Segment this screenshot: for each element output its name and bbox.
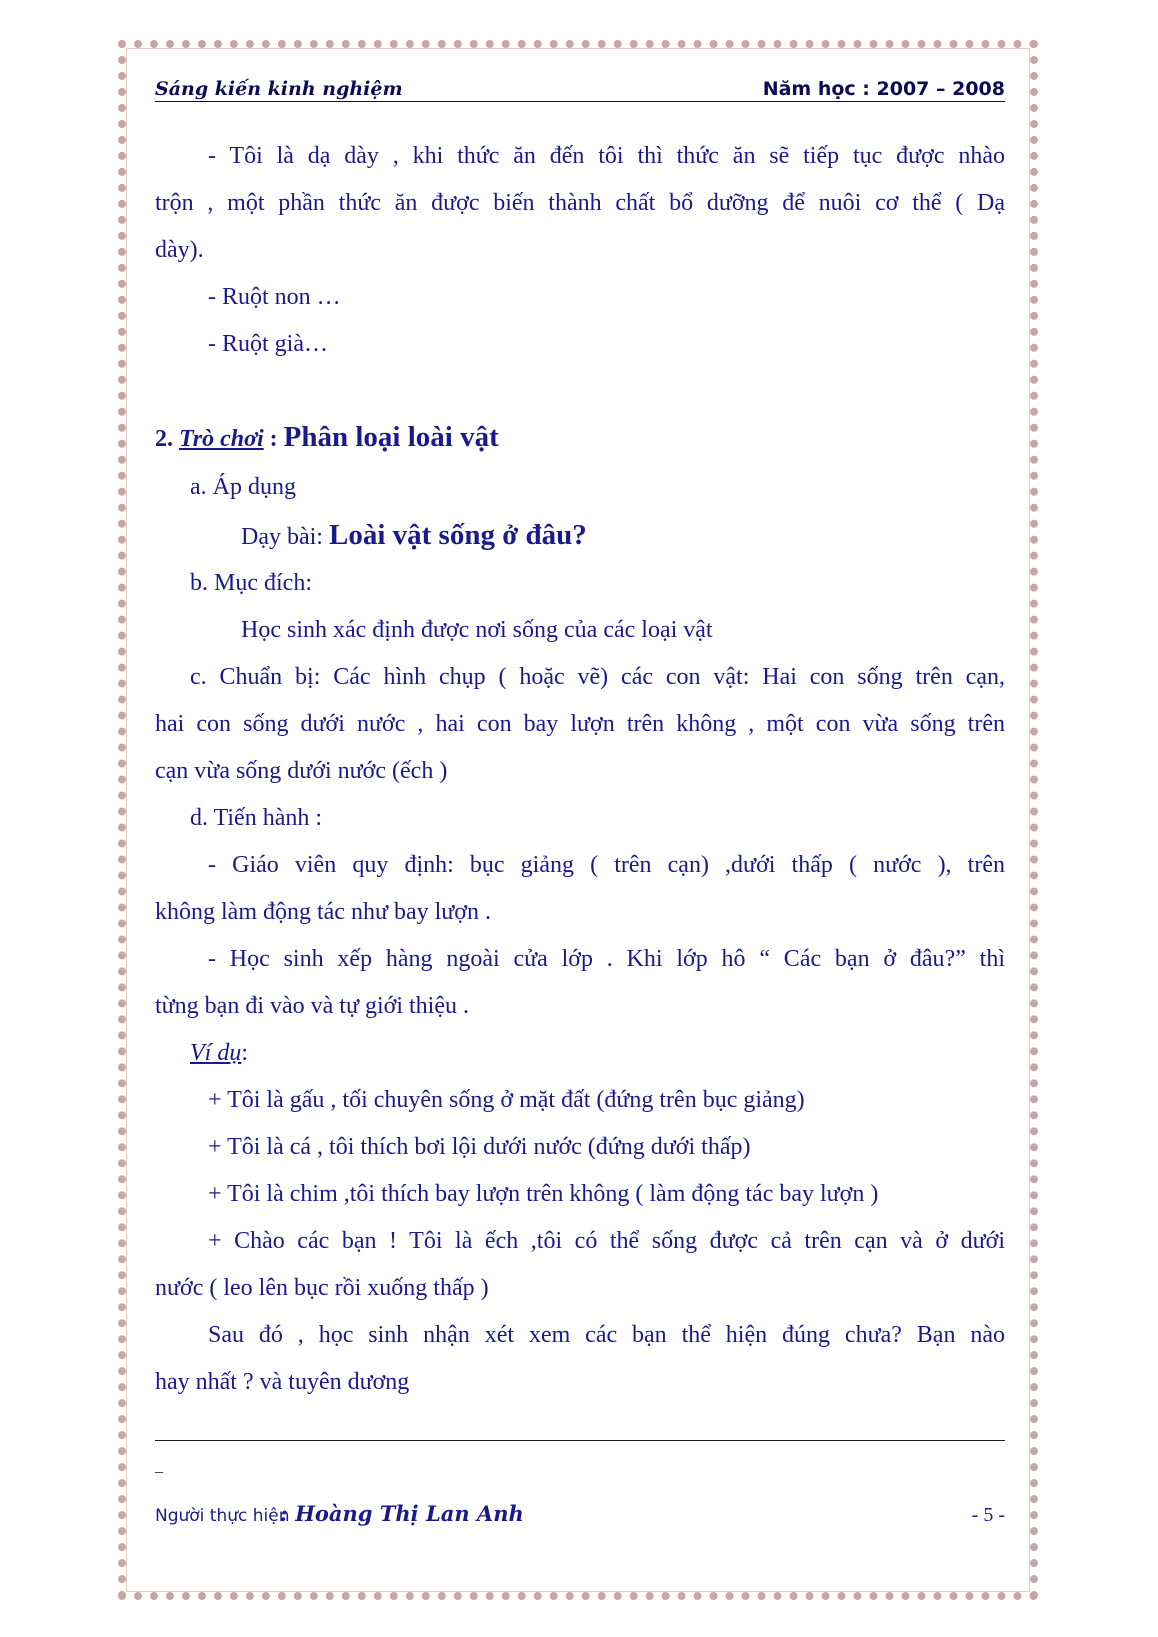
section-colon: : <box>263 426 284 452</box>
paragraph-line: - Học sinh xếp hàng ngoài cửa lớp . Khi lớp hô “ Các bạn ở đâu?” thì <box>208 946 1005 972</box>
paragraph-line: + Chào các bạn ! Tôi là ếch ,tôi có thể sống được cả trên cạn và ở dưới <box>208 1228 1005 1254</box>
paragraph-line: Sau đó , học sinh nhận xét xem các bạn thể hiện đúng chưa? Bạn nào <box>208 1322 1005 1348</box>
example-label: Ví dụ <box>190 1040 242 1066</box>
header-rule <box>155 101 1005 102</box>
paragraph-line: c. Chuẩn bị: Các hình chụp ( hoặc vẽ) các con vật: Hai con sống trên cạn, <box>190 664 1005 690</box>
subsection-a: a. Áp dụng <box>190 474 296 500</box>
footer-author-label: Người thực hiện <box>155 1506 290 1526</box>
example-heading <box>155 1030 1005 1077</box>
paragraph-line: hai con sống dưới nước , hai con bay lượn trên không , một con vừa sống trên <box>155 711 1005 737</box>
list-item: - Ruột già… <box>208 331 328 357</box>
paragraph-line: dày). <box>155 237 204 263</box>
subsection-d: d. Tiến hành : <box>190 805 323 831</box>
page-number: - 5 - <box>971 1504 1005 1526</box>
page-header <box>155 76 1005 102</box>
paragraph-line: hay nhất ? và tuyên dương <box>155 1369 410 1395</box>
lesson-title: Loài vật sống ở đâu? <box>328 519 587 551</box>
list-item: - Ruột non … <box>208 284 341 310</box>
paragraph-line: - Giáo viên quy định: bục giảng ( trên cạn) ,dưới thấp ( nước ), trên <box>208 852 1005 878</box>
lesson-label: Dạy bài: <box>241 524 329 550</box>
section-number: 2. <box>155 426 173 452</box>
paragraph-line: - Tôi là dạ dày , khi thức ăn đến tôi thì thức ăn sẽ tiếp tục được nhào <box>208 143 1005 169</box>
example-item: + Tôi là chim ,tôi thích bay lượn trên không ( làm động tác bay lượn ) <box>208 1181 879 1207</box>
example-item: + Tôi là gấu , tối chuyên sống ở mặt đất (đứng trên bục giảng) <box>208 1087 805 1113</box>
paragraph-line: trộn , một phần thức ăn được biến thành chất bổ dưỡng để nuôi cơ thể ( Dạ <box>155 190 1005 216</box>
example-colon: : <box>241 1040 248 1066</box>
footer-author-name: : Hoàng Thị Lan Anh <box>280 1501 524 1526</box>
section-title: Phân loại loài vật <box>283 421 499 453</box>
footer-rule <box>155 1440 1005 1441</box>
purpose-text: Học sinh xác định được nơi sống của các loại vật <box>241 617 713 643</box>
page-footer <box>155 1500 1005 1532</box>
paragraph-line: nước ( leo lên bục rồi xuống thấp ) <box>155 1275 489 1301</box>
paragraph-line: từng bạn đi vào và tự giới thiệu . <box>155 993 469 1019</box>
footer-dash: _ <box>155 1458 163 1475</box>
header-school-year: Năm học : 2007 – 2008 <box>762 78 1005 100</box>
section-heading <box>155 410 1005 464</box>
example-item: + Tôi là cá , tôi thích bơi lội dưới nước (đứng dưới thấp) <box>208 1134 751 1160</box>
lesson-line <box>155 511 1005 560</box>
paragraph-line: không làm động tác như bay lượn . <box>155 899 491 925</box>
document-body <box>155 133 1005 1406</box>
paragraph-line: cạn vừa sống dưới nước (ếch ) <box>155 758 448 784</box>
blank-line <box>155 368 1005 410</box>
subsection-b: b. Mục đích: <box>190 570 312 596</box>
section-label: Trò chơi <box>179 426 264 452</box>
header-title: Sáng kiến kinh nghiệm <box>155 78 403 100</box>
